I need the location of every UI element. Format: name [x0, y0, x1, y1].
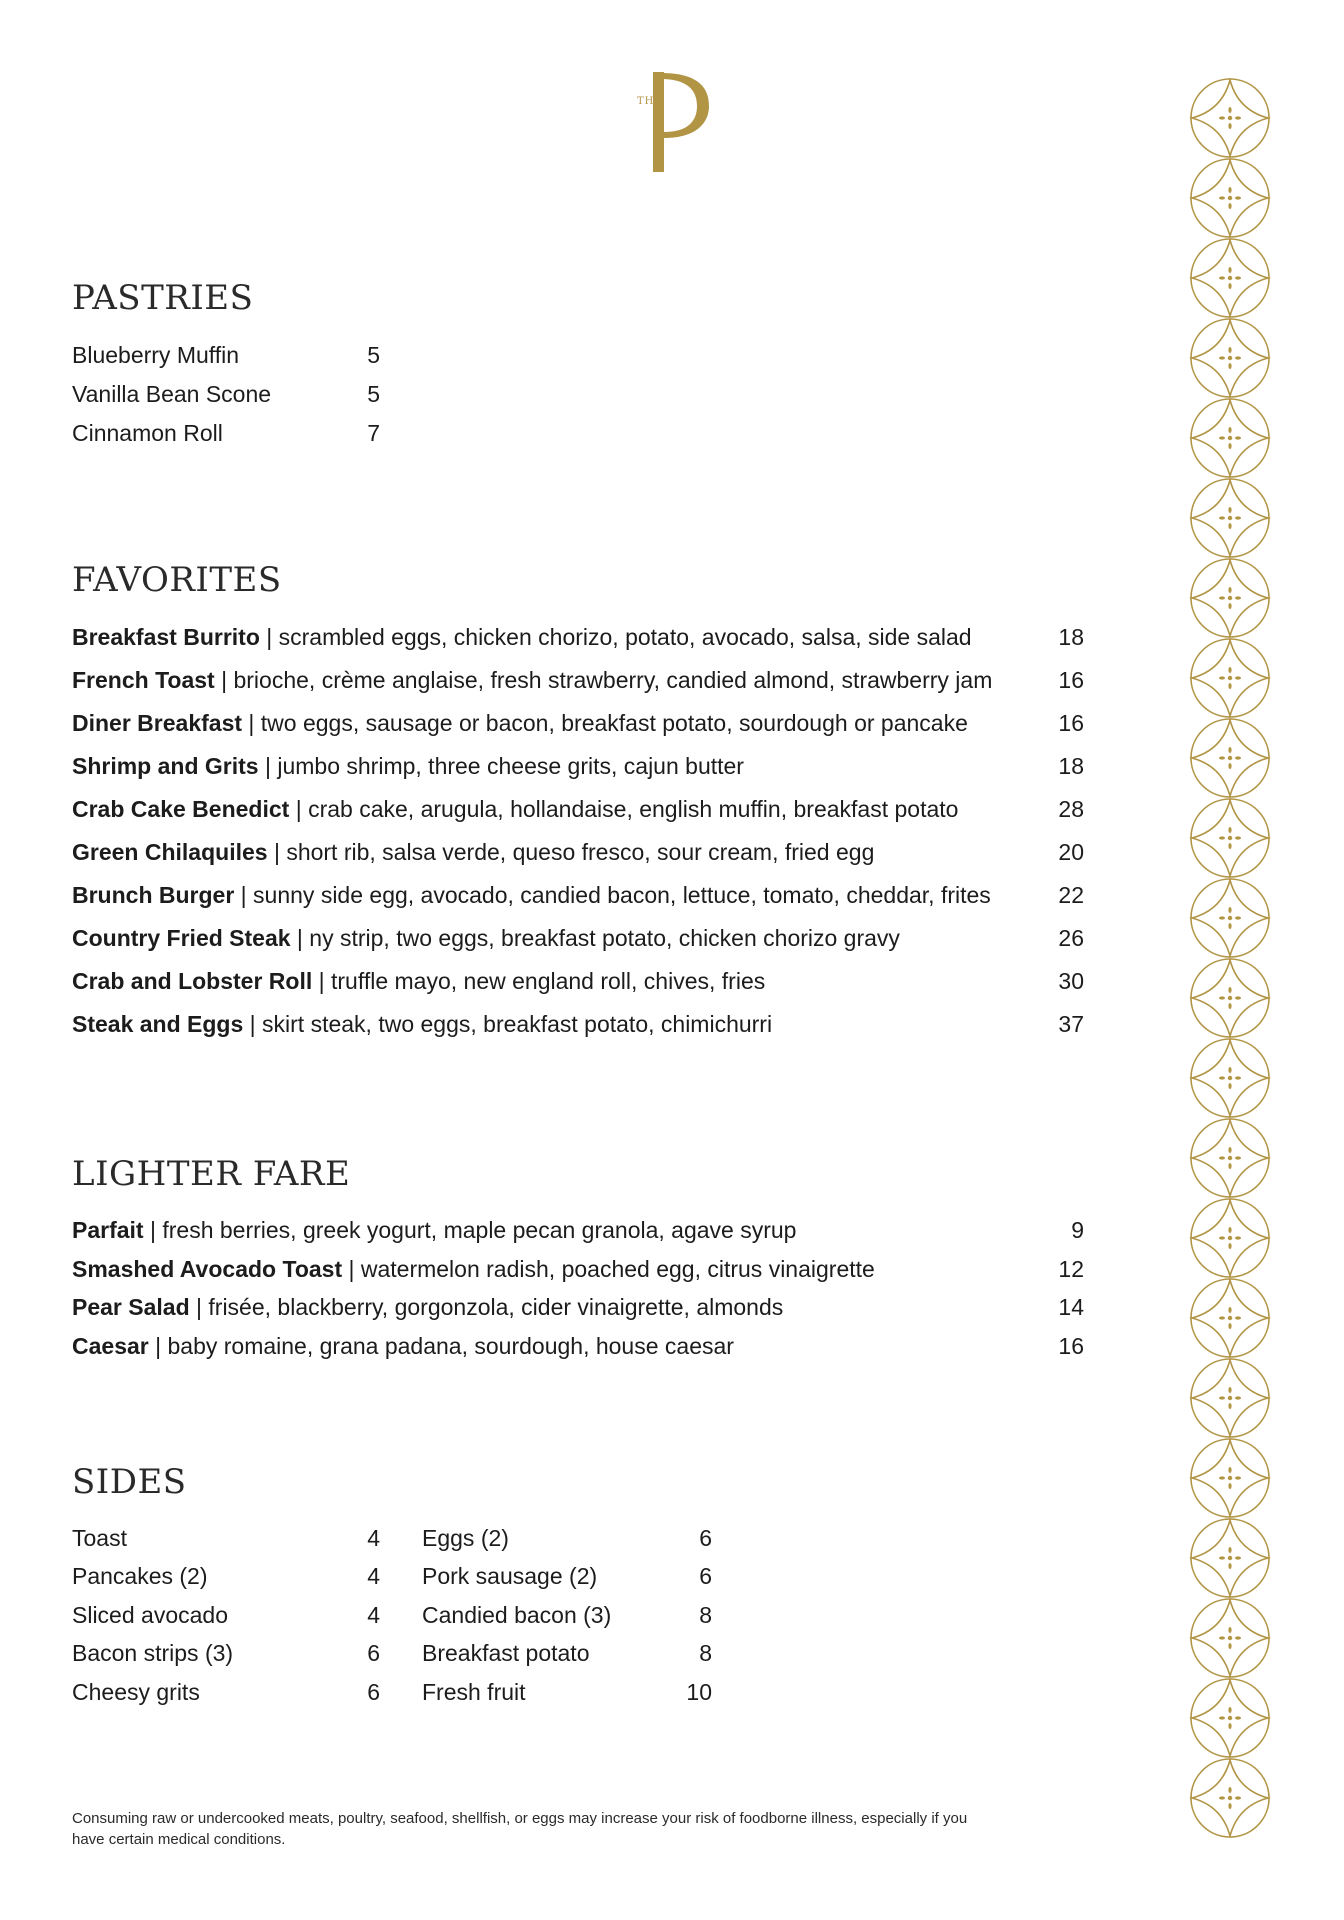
ornament-medallion — [1191, 1279, 1269, 1357]
item-price: 10 — [686, 1679, 712, 1705]
list-item — [72, 1638, 233, 1668]
item-name: Crab and Lobster Roll — [72, 968, 313, 994]
item-name: Smashed Avocado Toast — [72, 1256, 343, 1282]
list-item — [422, 1561, 597, 1591]
item-name: Caesar — [72, 1333, 149, 1359]
item-desc: | fresh berries, greek yogurt, maple pecan granola, agave syrup — [143, 1217, 797, 1243]
item-name: Diner Breakfast — [72, 710, 243, 736]
item-price: 20 — [1058, 839, 1084, 865]
item-name: Bacon strips (3) — [72, 1640, 234, 1666]
list-item — [72, 1292, 783, 1322]
logo-p-mark — [631, 70, 711, 174]
list-item — [72, 340, 239, 370]
item-name: Sliced avocado — [72, 1602, 228, 1628]
item-price: 18 — [1058, 624, 1084, 650]
item-name: Candied bacon (3) — [422, 1602, 612, 1628]
ornament-medallion — [1191, 1119, 1269, 1197]
list-item — [72, 923, 900, 953]
item-name: Pancakes (2) — [72, 1563, 208, 1589]
ornament-medallion — [1191, 799, 1269, 877]
list-item — [72, 379, 271, 409]
item-price: 16 — [1058, 710, 1084, 736]
list-item — [72, 1600, 228, 1630]
item-desc: | truffle mayo, new england roll, chives, fries — [312, 968, 766, 994]
brand-logo — [631, 70, 711, 174]
item-price: 30 — [1058, 968, 1084, 994]
item-price: 12 — [1058, 1256, 1084, 1282]
ornament-pattern — [1188, 78, 1272, 1838]
item-name: Green Chilaquiles — [72, 839, 268, 865]
list-item — [72, 794, 958, 824]
ornament-medallion — [1191, 79, 1269, 157]
food-safety-disclaimer: Consuming raw or undercooked meats, poultry, seafood, shellfish, or eggs may increase your risk of foodborne illness, especially if you have certain medical conditions. — [72, 1810, 968, 1848]
item-name: French Toast — [72, 667, 215, 693]
item-name: Blueberry Muffin — [72, 342, 240, 368]
item-name: Brunch Burger — [72, 882, 235, 908]
ornament-medallion — [1191, 879, 1269, 957]
list-item — [72, 1331, 734, 1361]
item-price: 18 — [1058, 753, 1084, 779]
list-item — [72, 622, 972, 652]
item-name: Cinnamon Roll — [72, 420, 223, 446]
list-item — [72, 751, 744, 781]
ornament-medallion — [1191, 1199, 1269, 1277]
list-item — [72, 1215, 796, 1245]
item-name: Parfait — [72, 1217, 144, 1243]
list-item — [72, 1677, 200, 1707]
list-item — [422, 1638, 590, 1668]
item-price: 6 — [699, 1563, 712, 1589]
ornament-medallion — [1191, 479, 1269, 557]
list-item — [72, 708, 968, 738]
item-desc: | two eggs, sausage or bacon, breakfast potato, sourdough or pancake — [242, 710, 968, 736]
ornament-medallion — [1191, 1759, 1269, 1837]
list-item — [72, 665, 992, 695]
list-item — [422, 1677, 526, 1707]
item-name: Steak and Eggs — [72, 1011, 244, 1037]
list-item — [72, 418, 223, 448]
item-price: 9 — [1071, 1217, 1084, 1243]
ornament-medallion — [1191, 1679, 1269, 1757]
ornament-medallion — [1191, 1519, 1269, 1597]
item-name: Eggs (2) — [422, 1525, 509, 1551]
item-desc: | skirt steak, two eggs, breakfast potato, chimichurri — [243, 1011, 773, 1037]
ornament-medallion — [1191, 1039, 1269, 1117]
section-title-lighter-fare: LIGHTER FARE — [72, 1154, 351, 1194]
item-name: Crab Cake Benedict — [72, 796, 290, 822]
list-item — [72, 1009, 772, 1039]
item-desc: | watermelon radish, poached egg, citrus vinaigrette — [342, 1256, 875, 1282]
item-price: 4 — [367, 1525, 380, 1551]
ornament-medallion — [1191, 399, 1269, 477]
item-price: 5 — [367, 342, 380, 368]
list-item — [72, 1561, 208, 1591]
list-item — [72, 837, 874, 867]
item-price: 22 — [1058, 882, 1084, 908]
item-price: 4 — [367, 1563, 380, 1589]
item-desc: | sunny side egg, avocado, candied bacon, lettuce, tomato, cheddar, frites — [234, 882, 991, 908]
item-name: Fresh fruit — [422, 1679, 526, 1705]
item-price: 4 — [367, 1602, 380, 1628]
list-item — [422, 1600, 611, 1630]
item-desc: | brioche, crème anglaise, fresh strawberry, candied almond, strawberry jam — [214, 667, 993, 693]
section-title-favorites: FAVORITES — [72, 560, 282, 600]
item-desc: | jumbo shrimp, three cheese grits, cajun butter — [258, 753, 744, 779]
item-price: 16 — [1058, 1333, 1084, 1359]
item-desc: | baby romaine, grana padana, sourdough, house caesar — [148, 1333, 734, 1359]
item-desc: | scrambled eggs, chicken chorizo, potato, avocado, salsa, side salad — [259, 624, 972, 650]
item-name: Cheesy grits — [72, 1679, 200, 1705]
decorative-border — [1188, 78, 1272, 1838]
section-title-sides: SIDES — [72, 1462, 187, 1502]
item-price: 8 — [699, 1640, 712, 1666]
ornament-medallion — [1191, 1359, 1269, 1437]
item-price: 5 — [367, 381, 380, 407]
section-title-pastries: PASTRIES — [72, 278, 254, 318]
item-price: 7 — [367, 420, 380, 446]
ornament-medallion — [1191, 959, 1269, 1037]
item-name: Breakfast Burrito — [72, 624, 260, 650]
ornament-medallion — [1191, 719, 1269, 797]
ornament-medallion — [1191, 1599, 1269, 1677]
item-desc: | ny strip, two eggs, breakfast potato, chicken chorizo gravy — [290, 925, 900, 951]
list-item — [72, 880, 991, 910]
item-desc: | frisée, blackberry, gorgonzola, cider vinaigrette, almonds — [189, 1294, 784, 1320]
list-item — [422, 1523, 509, 1553]
item-name: Shrimp and Grits — [72, 753, 259, 779]
item-price: 6 — [367, 1640, 380, 1666]
item-price: 16 — [1058, 667, 1084, 693]
ornament-medallion — [1191, 159, 1269, 237]
ornament-medallion — [1191, 559, 1269, 637]
item-name: Pear Salad — [72, 1294, 190, 1320]
list-item — [72, 1523, 127, 1553]
item-price: 14 — [1058, 1294, 1084, 1320]
item-name: Vanilla Bean Scone — [72, 381, 272, 407]
ornament-medallion — [1191, 319, 1269, 397]
item-name: Pork sausage (2) — [422, 1563, 598, 1589]
item-name: Toast — [72, 1525, 127, 1551]
item-price: 37 — [1058, 1011, 1084, 1037]
item-price: 8 — [699, 1602, 712, 1628]
item-price: 6 — [699, 1525, 712, 1551]
ornament-medallion — [1191, 639, 1269, 717]
item-desc: | short rib, salsa verde, queso fresco, sour cream, fried egg — [267, 839, 875, 865]
ornament-medallion — [1191, 239, 1269, 317]
item-price: 6 — [367, 1679, 380, 1705]
list-item — [72, 966, 765, 996]
item-name: Breakfast potato — [422, 1640, 590, 1666]
ornament-medallion — [1191, 1439, 1269, 1517]
item-price: 28 — [1058, 796, 1084, 822]
item-price: 26 — [1058, 925, 1084, 951]
list-item — [72, 1254, 875, 1284]
item-desc: | crab cake, arugula, hollandaise, english muffin, breakfast potato — [289, 796, 959, 822]
item-name: Country Fried Steak — [72, 925, 291, 951]
logo-the-text: THE — [637, 96, 663, 107]
